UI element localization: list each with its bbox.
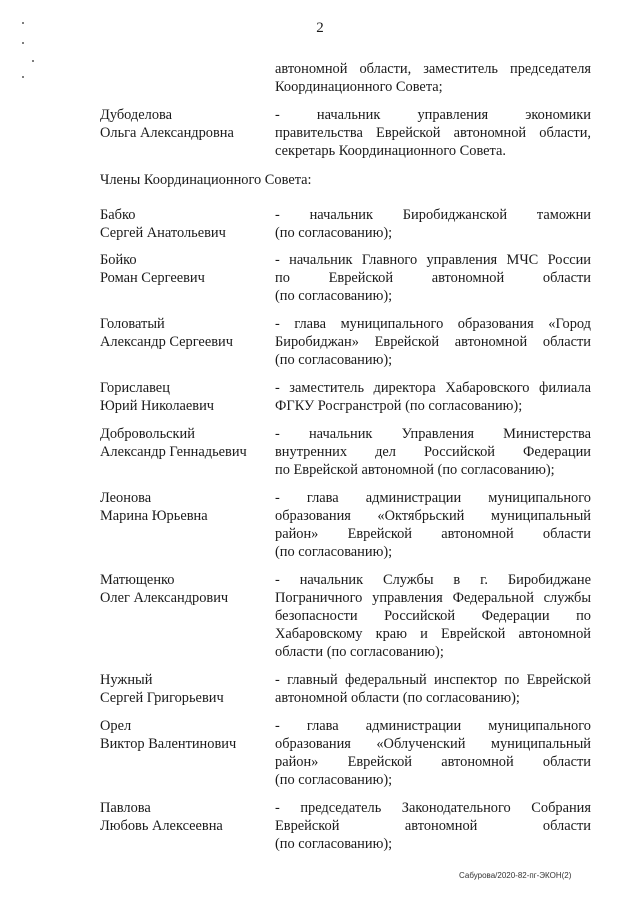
member-given-names: Олег Александрович [100, 590, 229, 606]
member-desc-line: (по согласованию); [275, 836, 393, 852]
continuation-line: Координационного Совета; [275, 79, 443, 95]
member-surname: Бойко [100, 252, 137, 268]
member-desc-line: - глава муниципального образования «Город [275, 316, 591, 332]
member-surname: Головатый [100, 316, 165, 332]
member-desc-line: внутренних дел Российской Федерации [275, 444, 591, 460]
member-desc-line: - начальник Управления Министерства [275, 426, 591, 442]
member-desc-line: образования «Октябрьский муниципальный [275, 508, 591, 524]
member-desc-line: Пограничного управления Федеральной службы [275, 590, 591, 606]
member-given-names: Любовь Алексеевна [100, 818, 223, 834]
member-desc-line: - начальник Биробиджанской таможни [275, 207, 591, 223]
member-desc-line: ФГКУ Росгранстрой (по согласованию); [275, 398, 523, 414]
member-desc-line: по Еврейской автономной (по согласованию); [275, 462, 555, 478]
secretary-desc-line: правительства Еврейской автономной области, [275, 125, 591, 141]
member-desc-line: район» Еврейской автономной области [275, 526, 591, 542]
member-desc-line: - начальник Службы в г. Биробиджане [275, 572, 591, 588]
member-surname: Гориславец [100, 380, 170, 396]
member-given-names: Александр Геннадьевич [100, 444, 247, 460]
member-given-names: Сергей Григорьевич [100, 690, 224, 706]
scan-mark [22, 42, 24, 44]
member-given-names: Роман Сергеевич [100, 270, 205, 286]
member-given-names: Александр Сергеевич [100, 334, 233, 350]
member-desc-line: (по согласованию); [275, 772, 393, 788]
member-desc-line: - заместитель директора Хабаровского филиала [275, 380, 591, 396]
member-surname: Павлова [100, 800, 151, 816]
member-desc-line: (по согласованию); [275, 288, 393, 304]
members-heading: Члены Координационного Совета: [100, 172, 312, 188]
member-surname: Добровольский [100, 426, 195, 442]
secretary-given-names: Ольга Александровна [100, 125, 234, 141]
member-given-names: Виктор Валентинович [100, 736, 237, 752]
member-desc-line: - начальник Главного управления МЧС России [275, 252, 591, 268]
secretary-surname: Дубоделова [100, 107, 173, 123]
member-surname: Леонова [100, 490, 152, 506]
member-desc-line: Биробиджан» Еврейской автономной области [275, 334, 591, 350]
member-surname: Нужный [100, 672, 153, 688]
member-desc-line: - глава администрации муниципального [275, 490, 591, 506]
member-desc-line: - председатель Законодательного Собрания [275, 800, 591, 816]
member-desc-line: области (по согласованию); [275, 644, 444, 660]
member-desc-line: (по согласованию); [275, 225, 393, 241]
member-desc-line: (по согласованию); [275, 352, 393, 368]
member-desc-line: Еврейской автономной области [275, 818, 591, 834]
member-desc-line: безопасности Российской Федерации по [275, 608, 591, 624]
member-given-names: Юрий Николаевич [100, 398, 215, 414]
member-desc-line: - глава администрации муниципального [275, 718, 591, 734]
scan-mark [22, 22, 24, 24]
member-desc-line: автономной области (по согласованию); [275, 690, 520, 706]
member-desc-line: (по согласованию); [275, 544, 393, 560]
member-desc-line: образования «Облученский муниципальный [275, 736, 591, 752]
member-desc-line: район» Еврейской автономной области [275, 754, 591, 770]
member-desc-line: по Еврейской автономной области [275, 270, 591, 286]
scan-mark [22, 76, 24, 78]
member-surname: Матющенко [100, 572, 175, 588]
member-surname: Орел [100, 718, 132, 734]
member-desc-line: - главный федеральный инспектор по Еврейской [275, 672, 591, 688]
scan-mark [32, 60, 34, 62]
member-given-names: Сергей Анатольевич [100, 225, 226, 241]
member-surname: Бабко [100, 207, 136, 223]
continuation-line: автономной области, заместитель председателя [275, 61, 591, 77]
member-desc-line: Хабаровскому краю и Еврейской автономной [275, 626, 591, 642]
member-given-names: Марина Юрьевна [100, 508, 208, 524]
page-number: 2 [316, 20, 324, 36]
footer-code: Сабурова/2020-82-пг-ЭКОН(2) [459, 871, 572, 880]
secretary-desc-line: секретарь Координационного Совета. [275, 143, 506, 159]
secretary-desc-line: - начальник управления экономики [275, 107, 591, 123]
